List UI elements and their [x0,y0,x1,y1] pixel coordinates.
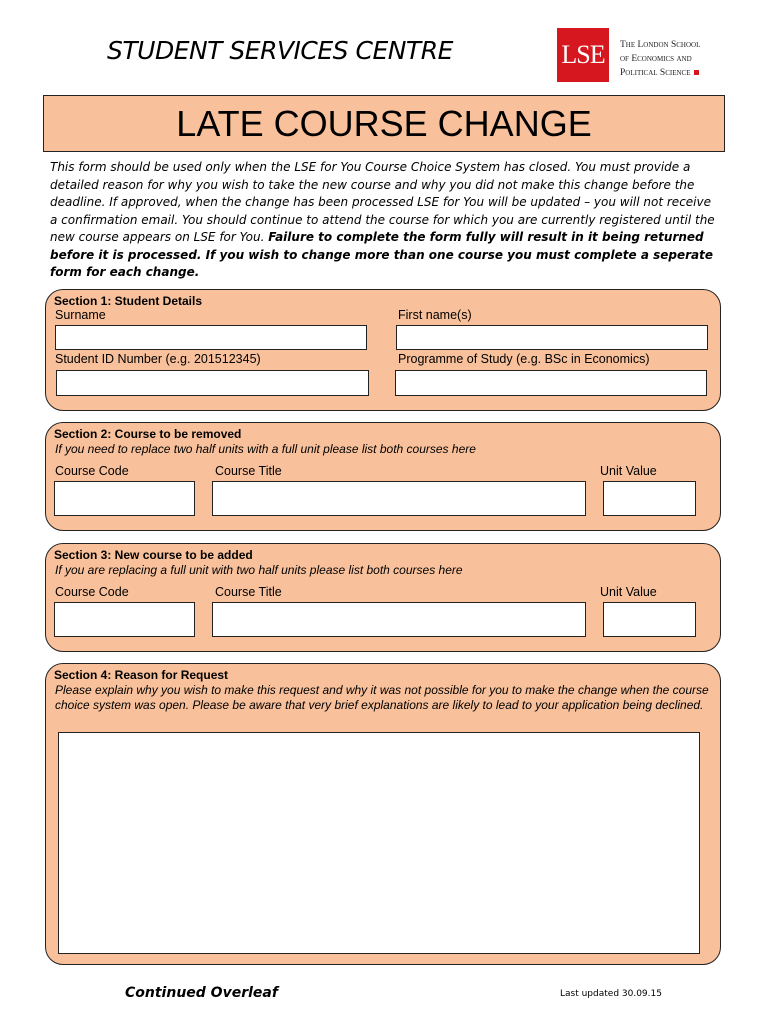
course-code-label: Course Code [55,585,129,599]
student-id-label: Student ID Number (e.g. 201512345) [55,352,261,366]
removed-course-title-field[interactable] [212,481,586,516]
intro-instructions: This form should be used only when the LSE for You Course Choice System has closed. You must provide a detailed reason for why you wish to take the new course and why you did not make this change before the deadline. If approved, when the change has been processed LSE for You will be updated – you will not receive a confirmation email. You should continue to attend the course for which you are currently registered until the new course appears on LSE for You. [50,160,715,244]
red-square-icon [694,70,699,75]
section-course-removed [45,422,721,531]
logo-line-3: Political Science [620,68,691,78]
programme-label: Programme of Study (e.g. BSc in Economics) [398,352,650,366]
student-id-field[interactable] [56,370,369,396]
programme-field[interactable] [395,370,707,396]
surname-label: Surname [55,308,106,322]
intro-text [50,159,722,282]
section3-title: Section 3: New course to be added [54,548,253,562]
intro-warning: Failure to complete the form fully will result in it being returned before it is processed. If you wish to change more than one course you must complete a seperate form for each change. [50,230,713,279]
header-title: STUDENT SERVICES CENTRE [107,36,453,65]
unit-value-label: Unit Value [600,464,657,478]
logo-line-2: of Economics and [620,54,692,64]
course-title-label: Course Title [215,464,282,478]
first-names-label: First name(s) [398,308,472,322]
logo-text [620,38,700,80]
section-student-details [45,289,721,411]
section-reason [45,663,721,965]
course-title-label: Course Title [215,585,282,599]
section2-title: Section 2: Course to be removed [54,427,242,441]
last-updated: Last updated 30.09.15 [560,989,662,999]
added-course-title-field[interactable] [212,602,586,637]
section3-subtitle: If you are replacing a full unit with two half units please list both courses here [55,563,463,577]
unit-value-label: Unit Value [600,585,657,599]
lse-logo: LSE [557,28,609,82]
removed-unit-value-field[interactable] [603,481,696,516]
form-title: LATE COURSE CHANGE [43,95,725,152]
first-names-field[interactable] [396,325,708,350]
continued-overleaf: Continued Overleaf [125,985,278,1001]
section4-title: Section 4: Reason for Request [54,668,229,682]
section-course-added [45,543,721,652]
section1-title: Section 1: Student Details [54,294,203,308]
section2-subtitle: If you need to replace two half units with a full unit please list both courses here [55,442,476,456]
reason-textarea[interactable] [58,732,700,954]
added-unit-value-field[interactable] [603,602,696,637]
removed-course-code-field[interactable] [54,481,195,516]
logo-line-1: The London School [620,40,701,50]
section4-subtitle: Please explain why you wish to make this request and why it was not possible for you to make the change when the course choice system was open. Please be aware that very brief explanations are likely to lead to your application being declined. [55,683,709,712]
surname-field[interactable] [55,325,367,350]
course-code-label: Course Code [55,464,129,478]
added-course-code-field[interactable] [54,602,195,637]
